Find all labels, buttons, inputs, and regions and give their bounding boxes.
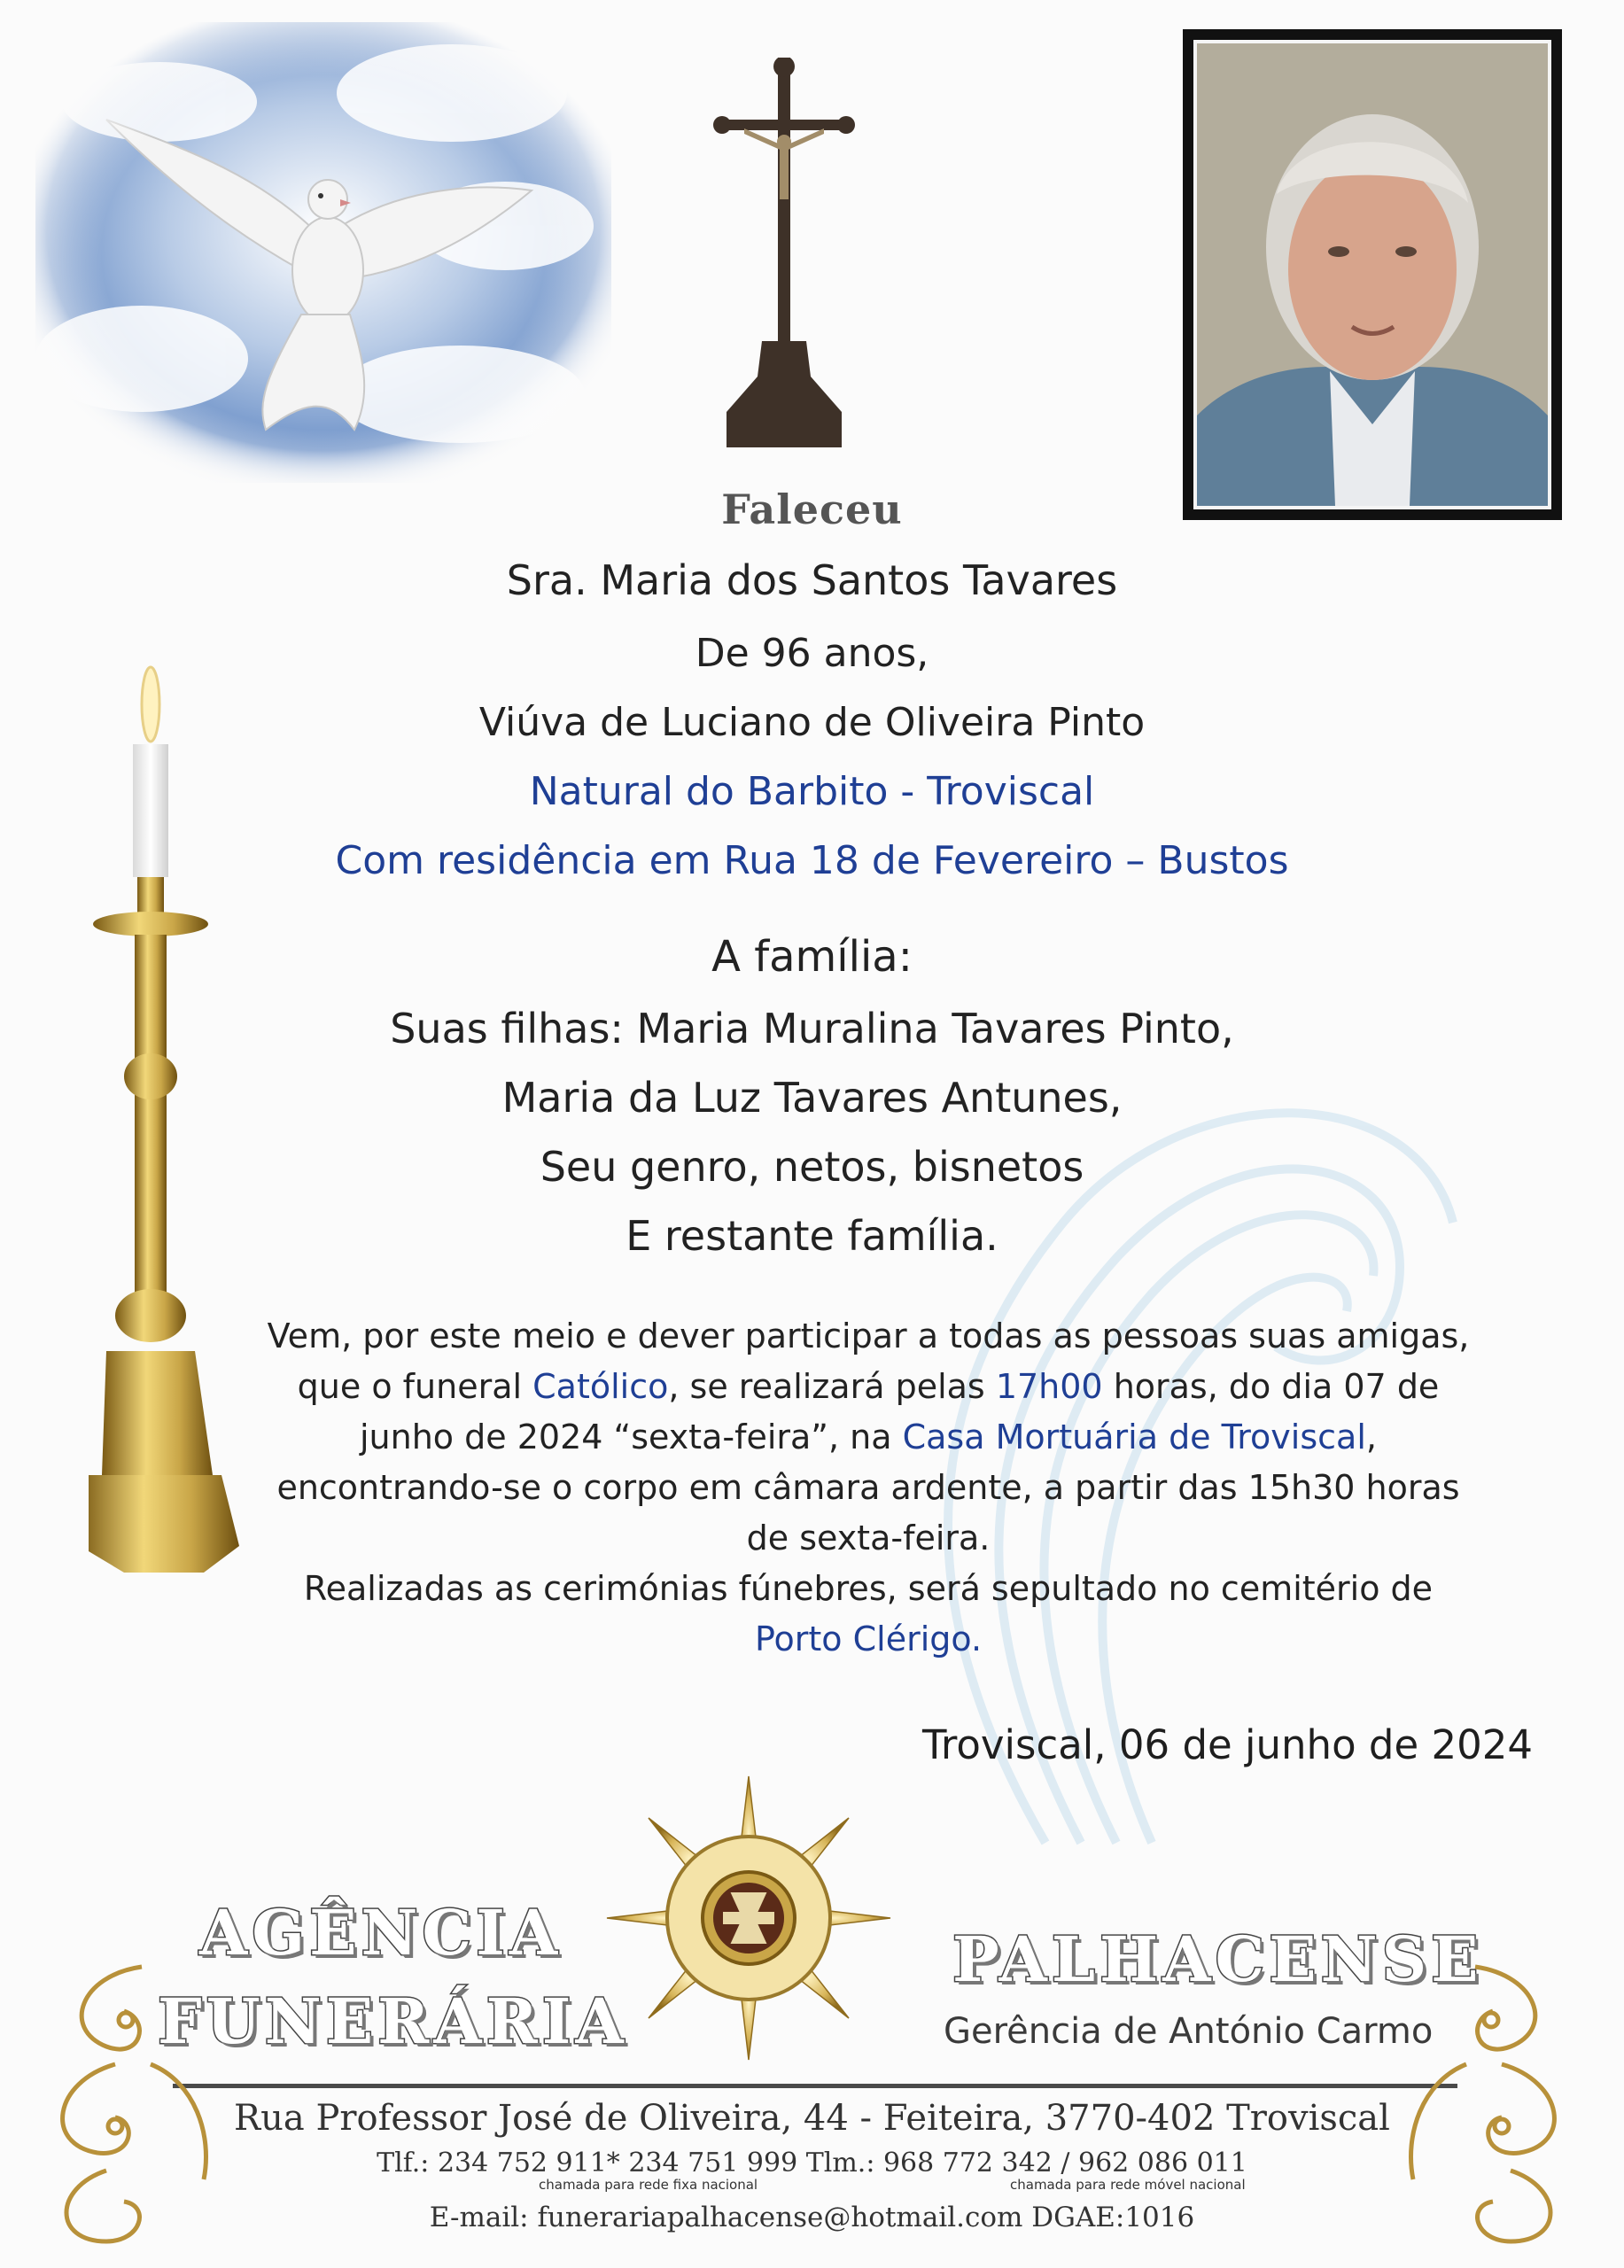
portrait-photo	[1193, 40, 1551, 509]
order-of-christ-star-emblem	[602, 1772, 895, 2064]
landline-note: chamada para rede fixa nacional	[539, 2177, 758, 2193]
place-and-date: Troviscal, 06 de junho de 2024	[921, 1721, 1533, 1768]
announcement-line: encontrando-se o corpo em câmara ardente, a partir das 15h30 horas	[276, 1468, 1460, 1507]
text-span: ,	[1365, 1418, 1377, 1456]
cemetery-highlight: Porto Clérigo.	[754, 1619, 983, 1658]
agency-email: E-mail: funerariapalhacense@hotmail.com DGAE:1016	[429, 2202, 1195, 2233]
agency-logo-word-palhacense: PALHACENSE	[952, 1922, 1483, 1996]
heading-faleceu: Faleceu	[721, 485, 903, 533]
agency-address: Rua Professor José de Oliveira, 44 - Feiteira, 3770-402 Troviscal	[234, 2098, 1390, 2139]
text-span: horas, do dia 07 de	[1102, 1367, 1440, 1406]
text-span: que o funeral	[297, 1367, 533, 1406]
family-daughters-line-1: Suas filhas: Maria Muralina Tavares Pinto,	[390, 1005, 1234, 1052]
text-span: junho de 2024 “sexta-feira”, na	[360, 1418, 903, 1456]
agency-phones: Tlf.: 234 752 911* 234 751 999 Tlm.: 968 772 342 / 962 086 011	[377, 2148, 1247, 2179]
portrait-frame	[1183, 29, 1562, 520]
family-rest-line: E restante família.	[626, 1212, 998, 1260]
text-span: , se realizará pelas	[668, 1367, 996, 1406]
religion-highlight: Católico	[532, 1367, 669, 1406]
footer-divider	[173, 2084, 1457, 2088]
family-daughters-line-2: Maria da Luz Tavares Antunes,	[501, 1074, 1123, 1122]
family-relatives-line: Seu genro, netos, bisnetos	[540, 1143, 1084, 1191]
family-title: A família:	[711, 932, 913, 982]
age-line: De 96 anos,	[695, 631, 929, 676]
management-line: Gerência de António Carmo	[944, 2011, 1434, 2052]
dove-in-clouds-image	[35, 22, 611, 483]
residence-line: Com residência em Rua 18 de Fevereiro – Bustos	[335, 838, 1289, 883]
announcement-line: de sexta-feira.	[746, 1518, 991, 1557]
announcement-line: Realizadas as cerimónias fúnebres, será sepultado no cemitério de	[303, 1569, 1434, 1608]
widow-line: Viúva de Luciano de Oliveira Pinto	[478, 700, 1146, 745]
announcement-line	[239, 1412, 1497, 1463]
agency-logo-word-funeraria: FUNERÁRIA	[158, 1984, 628, 2058]
birthplace-line: Natural do Barbito - Troviscal	[529, 769, 1095, 814]
mobile-note: chamada para rede móvel nacional	[1010, 2177, 1246, 2193]
time-highlight: 17h00	[995, 1367, 1103, 1406]
announcement-line	[239, 1362, 1497, 1412]
venue-highlight: Casa Mortuária de Troviscal	[902, 1418, 1366, 1456]
crucifix-icon	[709, 58, 859, 447]
deceased-name: Sra. Maria dos Santos Tavares	[506, 556, 1118, 604]
agency-logo-word-agencia: AGÊNCIA	[199, 1896, 563, 1969]
announcement-line: Vem, por este meio e dever participar a todas as pessoas suas amigas,	[267, 1317, 1470, 1355]
funeral-announcement	[239, 1311, 1497, 1665]
